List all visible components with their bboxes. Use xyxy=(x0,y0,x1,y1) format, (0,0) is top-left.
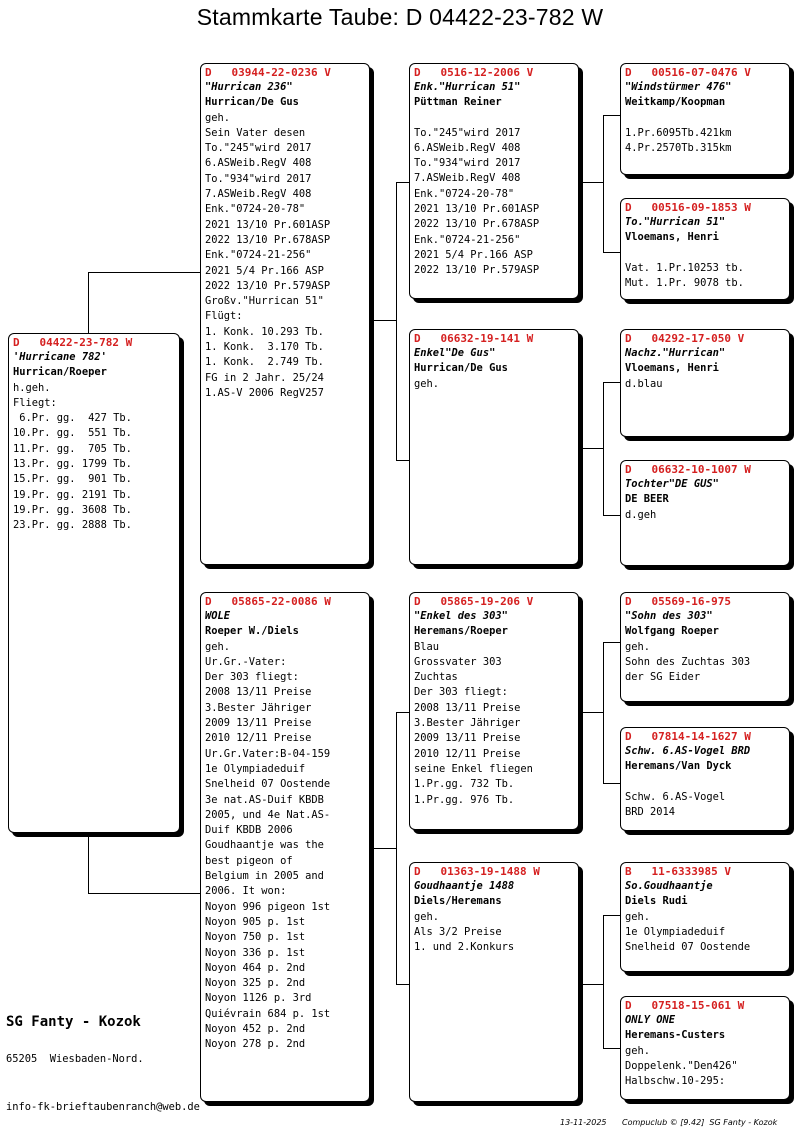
pedigree-card-sire[interactable] xyxy=(200,63,370,565)
card-detail-line: Quiévrain 684 p. 1st xyxy=(205,1007,331,1020)
card-detail-line: seine Enkel fliegen xyxy=(414,762,533,775)
card-detail-line: 2022 13/10 Pr.579ASP xyxy=(205,279,331,292)
connector-line xyxy=(603,115,621,116)
card-detail-line: d.blau xyxy=(625,377,663,390)
card-detail-line: 10.Pr. gg. 551 Tb. xyxy=(13,427,132,440)
owner-name: Wolfgang Roeper xyxy=(625,625,719,638)
card-detail-line: Enk."0724-20-78" xyxy=(414,187,515,200)
card-detail-line: der SG Eider xyxy=(625,671,701,684)
card-detail-line: Snelheid 07 Oostende xyxy=(205,778,331,791)
connector-line xyxy=(603,642,621,643)
card-detail-line: Ur.Gr.Vater:B-04-159 xyxy=(205,747,331,760)
card-detail-line: geh. xyxy=(205,111,231,124)
card-detail-line xyxy=(625,246,785,261)
connector-line xyxy=(88,836,89,894)
pigeon-name: To."Hurrican 51" xyxy=(625,216,726,228)
pigeon-name: "Sohn des 303" xyxy=(625,610,713,622)
card-detail-line: Großv."Hurrican 51" xyxy=(205,295,324,308)
card-detail-line: Noyon 1126 p. 3rd xyxy=(205,992,312,1005)
card-detail-line: 1.Pr.gg. 976 Tb. xyxy=(414,793,515,806)
club-address: 65205 Wiesbaden-Nord. xyxy=(6,1053,144,1065)
card-detail-line: 2008 13/11 Preise xyxy=(205,686,312,699)
card-detail-line: 3e nat.AS-Duif KBDB xyxy=(205,793,324,806)
card-detail-line: 1. und 2.Konkurs xyxy=(414,941,515,954)
card-detail-line: geh. xyxy=(625,910,651,923)
connector-line xyxy=(603,515,621,516)
connector-line xyxy=(603,115,604,252)
card-detail-line: h.geh. xyxy=(13,381,51,394)
card-detail-line xyxy=(414,111,574,126)
card-detail-line: 2022 13/10 Pr.678ASP xyxy=(205,233,331,246)
card-detail-line: 2006. It won: xyxy=(205,885,287,898)
card-detail-line: 2021 5/4 Pr.166 ASP xyxy=(205,264,324,277)
card-detail-line: best pigeon of xyxy=(205,854,293,867)
ring-number: D 00516-07-0476 V xyxy=(625,66,751,79)
pedigree-card-gen3-7[interactable] xyxy=(620,862,790,972)
card-detail-line: d.geh xyxy=(625,508,657,521)
card-detail-line: geh. xyxy=(414,910,440,923)
owner-name: Hurrican/Roeper xyxy=(13,366,107,379)
card-detail-line: Grossvater 303 xyxy=(414,655,502,668)
owner-name: Diels/Heremans xyxy=(414,895,502,908)
card-detail-line: Noyon 750 p. 1st xyxy=(205,931,306,944)
connector-line xyxy=(603,252,621,253)
card-detail-line: geh. xyxy=(625,1044,651,1057)
pigeon-name: "Enkel des 303" xyxy=(414,610,508,622)
ring-number: D 06632-19-141 W xyxy=(414,332,534,345)
card-detail-line: 1.Pr.6095Tb.421km xyxy=(625,126,732,139)
card-detail-line: 7.ASWeib.RegV 408 xyxy=(205,188,312,201)
owner-name: Hurrican/De Gus xyxy=(205,96,299,109)
ring-number: B 11-6333985 V xyxy=(625,865,731,878)
card-detail-line: Der 303 fliegt: xyxy=(205,671,299,684)
pigeon-name: Tochter"DE GUS" xyxy=(625,478,719,490)
card-detail-line: 19.Pr. gg. 2191 Tb. xyxy=(13,488,132,501)
card-detail-line: geh. xyxy=(205,640,231,653)
club-email[interactable]: info-fk-brieftaubenranch@web.de xyxy=(6,1101,200,1113)
connector-line xyxy=(396,182,397,460)
card-detail-line xyxy=(625,111,785,126)
pedigree-card-gen3-1[interactable] xyxy=(620,63,790,175)
card-detail-line: 2021 13/10 Pr.601ASP xyxy=(205,218,331,231)
ring-number: D 00516-09-1853 W xyxy=(625,201,751,214)
card-detail-line: Doppelenk."Den426" xyxy=(625,1059,738,1072)
print-date: 13-11-2025 xyxy=(560,1118,607,1127)
card-detail-line: 19.Pr. gg. 3608 Tb. xyxy=(13,503,132,516)
pigeon-name: "Hurrican 236" xyxy=(205,81,293,93)
card-detail-line: 23.Pr. gg. 2888 Tb. xyxy=(13,519,132,532)
owner-name: Püttman Reiner xyxy=(414,96,502,109)
connector-line xyxy=(603,1048,621,1049)
connector-line xyxy=(603,783,621,784)
pedigree-card-gen3-2[interactable] xyxy=(620,198,790,300)
ring-number: D 05569-16-975 xyxy=(625,595,731,608)
card-detail-line: 1.AS-V 2006 RegV257 xyxy=(205,386,324,399)
card-detail-line: geh. xyxy=(625,640,651,653)
card-detail-line: Zuchtas xyxy=(414,671,458,684)
pedigree-card-dam-dam[interactable] xyxy=(409,862,579,1102)
card-detail-line: Enk."0724-21-256" xyxy=(414,233,521,246)
card-detail-line: 2010 12/11 Preise xyxy=(414,747,521,760)
card-detail-line: 2010 12/11 Preise xyxy=(205,732,312,745)
card-detail-line: Sohn des Zuchtas 303 xyxy=(625,655,751,668)
connector-line xyxy=(88,893,201,894)
card-detail-line: Schw. 6.AS-Vogel xyxy=(625,790,726,803)
pedigree-card-gen3-3[interactable] xyxy=(620,329,790,437)
connector-line xyxy=(88,272,201,273)
owner-name: Vloemans, Henri xyxy=(625,362,719,375)
card-detail-line: Noyon 996 pigeon 1st xyxy=(205,900,331,913)
card-detail-line: 1. Konk. 3.170 Tb. xyxy=(205,341,324,354)
ring-number: D 0516-12-2006 V xyxy=(414,66,534,79)
card-detail-line: Flügt: xyxy=(205,310,243,323)
pedigree-card-gen3-8[interactable] xyxy=(620,996,790,1100)
card-detail-line: Ur.Gr.-Vater: xyxy=(205,655,287,668)
connector-line xyxy=(370,848,397,849)
card-detail-line: Sein Vater desen xyxy=(205,126,306,139)
card-detail-line: To."934"wird 2017 xyxy=(414,157,521,170)
card-detail-line: 1e Olympiadeduif xyxy=(625,925,726,938)
card-detail-line: 2022 13/10 Pr.678ASP xyxy=(414,218,540,231)
connector-line xyxy=(603,915,604,1048)
card-detail-line: 2008 13/11 Preise xyxy=(414,701,521,714)
connector-line xyxy=(88,272,89,334)
card-detail-line: Noyon 336 p. 1st xyxy=(205,946,306,959)
card-detail-line: 2005, und 4e Nat.AS- xyxy=(205,808,331,821)
pedigree-card-sire-sire[interactable] xyxy=(409,63,579,299)
pedigree-card-gen3-6[interactable] xyxy=(620,727,790,831)
card-detail-line: To."245"wird 2017 xyxy=(414,126,521,139)
card-detail-line: 3.Bester Jähriger xyxy=(414,717,521,730)
card-detail-line: 1.Pr.gg. 732 Tb. xyxy=(414,778,515,791)
card-detail-line: FG in 2 Jahr. 25/24 xyxy=(205,371,324,384)
owner-name: Weitkamp/Koopman xyxy=(625,96,726,109)
owner-name: Hurrican/De Gus xyxy=(414,362,508,375)
card-detail-line: Vat. 1.Pr.10253 tb. xyxy=(625,261,744,274)
pigeon-name: Enkel"De Gus" xyxy=(414,347,496,359)
connector-line xyxy=(370,320,397,321)
owner-name: Diels Rudi xyxy=(625,895,688,908)
club-name: SG Fanty - Kozok xyxy=(6,1014,141,1030)
card-detail-line: Noyon 325 p. 2nd xyxy=(205,977,306,990)
ring-number: D 04292-17-050 V xyxy=(625,332,745,345)
ring-number: D 01363-19-1488 W xyxy=(414,865,540,878)
card-detail-line: geh. xyxy=(414,377,440,390)
card-detail-line: 2009 13/11 Preise xyxy=(414,732,521,745)
card-detail-line: Snelheid 07 Oostende xyxy=(625,941,751,954)
card-detail-line: To."934"wird 2017 xyxy=(205,172,312,185)
card-detail-line: Enk."0724-20-78" xyxy=(205,203,306,216)
pedigree-card-gen3-5[interactable] xyxy=(620,592,790,702)
card-detail-line: 2022 13/10 Pr.579ASP xyxy=(414,264,540,277)
ring-number: D 05865-22-0086 W xyxy=(205,595,331,608)
owner-name: Heremans-Custers xyxy=(625,1029,726,1042)
card-detail-line: Als 3/2 Preise xyxy=(414,925,502,938)
card-detail-line: 11.Pr. gg. 705 Tb. xyxy=(13,442,132,455)
card-detail-line xyxy=(625,775,785,790)
ring-number: D 04422-23-782 W xyxy=(13,336,133,349)
pedigree-card-sire-dam[interactable] xyxy=(409,329,579,565)
connector-line xyxy=(396,460,410,461)
card-detail-line: 15.Pr. gg. 901 Tb. xyxy=(13,473,132,486)
card-detail-line: To."245"wird 2017 xyxy=(205,142,312,155)
connector-line xyxy=(396,712,410,713)
connector-line xyxy=(603,915,621,916)
owner-name: Heremans/Van Dyck xyxy=(625,760,732,773)
connector-line xyxy=(578,712,604,713)
card-detail-line: 13.Pr. gg. 1799 Tb. xyxy=(13,458,132,471)
pigeon-name: Nachz."Hurrican" xyxy=(625,347,726,359)
card-detail-line: 1. Konk. 2.749 Tb. xyxy=(205,356,324,369)
card-detail-line: BRD 2014 xyxy=(625,805,676,818)
owner-name: DE BEER xyxy=(625,493,669,506)
connector-line xyxy=(603,382,621,383)
card-detail-line: Goudhaantje was the xyxy=(205,839,324,852)
card-detail-line: 6.ASWeib.RegV 408 xyxy=(205,157,312,170)
card-detail-line: Noyon 905 p. 1st xyxy=(205,915,306,928)
card-detail-line: 6.Pr. gg. 427 Tb. xyxy=(13,412,132,425)
card-detail-line: Fliegt: xyxy=(13,396,57,409)
pigeon-name: So.Goudhaantje xyxy=(625,880,713,892)
card-detail-line: Noyon 452 p. 2nd xyxy=(205,1023,306,1036)
connector-line xyxy=(396,182,410,183)
owner-name: Roeper W./Diels xyxy=(205,625,299,638)
connector-line xyxy=(578,448,604,449)
card-detail-line: Noyon 464 p. 2nd xyxy=(205,961,306,974)
pigeon-name: Enk."Hurrican 51" xyxy=(414,81,521,93)
connector-line xyxy=(396,984,410,985)
card-detail-line: Noyon 278 p. 2nd xyxy=(205,1038,306,1051)
pedigree-card-subject[interactable] xyxy=(8,333,180,833)
software-credit: Compuclub © [9.42] SG Fanty - Kozok xyxy=(622,1118,778,1127)
pedigree-card-dam[interactable] xyxy=(200,592,370,1102)
card-detail-line: 1. Konk. 10.293 Tb. xyxy=(205,325,324,338)
connector-line xyxy=(578,182,604,183)
ring-number: D 06632-10-1007 W xyxy=(625,463,751,476)
owner-name: Vloemans, Henri xyxy=(625,231,719,244)
card-detail-line: Belgium in 2005 and xyxy=(205,870,324,883)
page-title: Stammkarte Taube: D 04422-23-782 W xyxy=(196,4,604,30)
card-detail-line: 3.Bester Jähriger xyxy=(205,701,312,714)
ring-number: D 05865-19-206 V xyxy=(414,595,534,608)
pigeon-name: Goudhaantje 1488 xyxy=(414,880,515,892)
card-detail-line: 2021 13/10 Pr.601ASP xyxy=(414,203,540,216)
card-detail-line: Duif KBDB 2006 xyxy=(205,824,293,837)
card-detail-line: 2009 13/11 Preise xyxy=(205,717,312,730)
ring-number: D 07518-15-061 W xyxy=(625,999,745,1012)
card-detail-line: Blau xyxy=(414,640,440,653)
pedigree-card-gen3-4[interactable] xyxy=(620,460,790,566)
card-detail-line: 7.ASWeib.RegV 408 xyxy=(414,172,521,185)
connector-line xyxy=(578,984,604,985)
pigeon-name: ONLY ONE xyxy=(625,1014,676,1026)
card-detail-line: Halbschw.10-295: xyxy=(625,1075,726,1088)
card-detail-line: 2021 5/4 Pr.166 ASP xyxy=(414,248,533,261)
card-detail-line: 1e Olympiadeduif xyxy=(205,762,306,775)
ring-number: D 03944-22-0236 V xyxy=(205,66,331,79)
card-detail-line: Mut. 1.Pr. 9078 tb. xyxy=(625,276,744,289)
card-detail-line: Enk."0724-21-256" xyxy=(205,249,312,262)
ring-number: D 07814-14-1627 W xyxy=(625,730,751,743)
card-detail-line: 4.Pr.2570Tb.315km xyxy=(625,141,732,154)
pigeon-name: 'Hurricane 782' xyxy=(13,351,107,363)
owner-name: Heremans/Roeper xyxy=(414,625,508,638)
card-detail-line: Der 303 fliegt: xyxy=(414,686,508,699)
pigeon-name: Schw. 6.AS-Vogel BRD xyxy=(625,745,751,757)
card-detail-line: 6.ASWeib.RegV 408 xyxy=(414,141,521,154)
pigeon-name: "Windstürmer 476" xyxy=(625,81,732,93)
pigeon-name: WOLE xyxy=(205,610,231,622)
pedigree-card-dam-sire[interactable] xyxy=(409,592,579,830)
